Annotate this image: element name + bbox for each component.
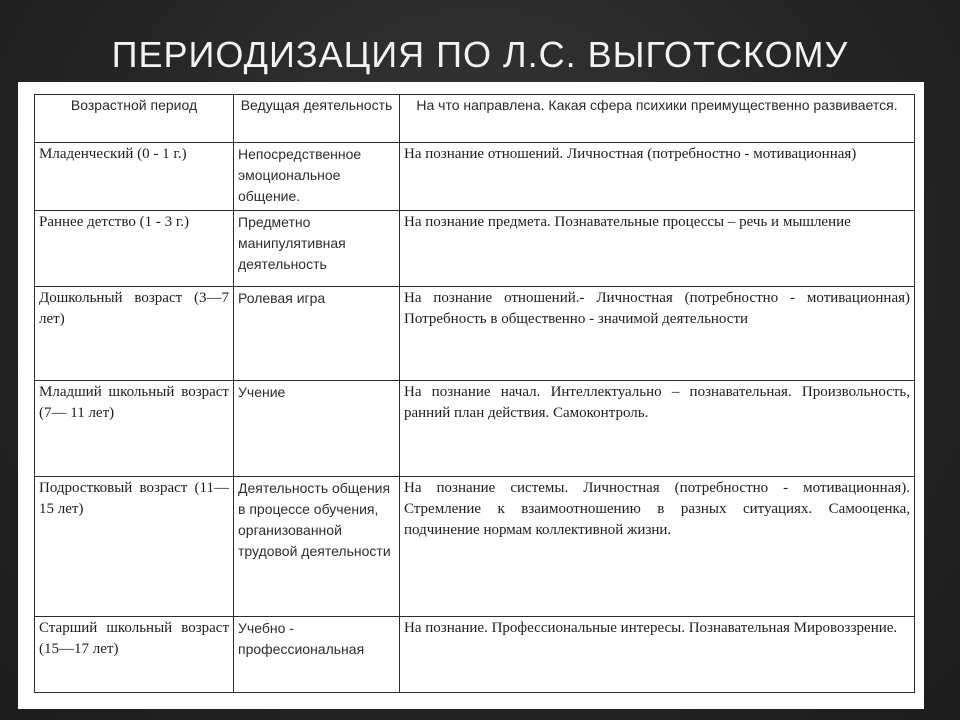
period-cell: Подростковый возраст (11—15 лет) — [35, 477, 234, 617]
header-age-period: Возрастной период — [35, 95, 234, 143]
table-row — [35, 381, 915, 477]
activity-cell: Ролевая игра — [234, 287, 400, 381]
activity-cell: Деятельность общения в процессе обучения, организованной трудовой деятельности — [234, 477, 400, 617]
focus-cell: На познание отношений.- Личностная (потребностно - мотивационная) Потребность в общественно - значимой деятельности — [400, 287, 915, 381]
table-row — [35, 477, 915, 617]
period-cell: Младенческий (0 - 1 г.) — [35, 143, 234, 211]
activity-cell: Предметно манипулятивная деятельность — [234, 211, 400, 287]
period-cell: Старший школьный возраст (15—17 лет) — [35, 617, 234, 693]
table-row — [35, 287, 915, 381]
activity-cell: Учебно - профессиональная — [234, 617, 400, 693]
period-cell: Дошкольный возраст (3—7 лет) — [35, 287, 234, 381]
focus-cell: На познание начал. Интеллектуально – познавательная. Произвольность, ранний план действия. Самоконтроль. — [400, 381, 915, 477]
header-direction: На что направлена. Какая сфера психики преимущественно развивается. — [400, 95, 915, 143]
table-header-row — [35, 95, 915, 143]
table-row — [35, 617, 915, 693]
activity-cell: Непосредственное эмоциональное общение. — [234, 143, 400, 211]
focus-cell: На познание системы. Личностная (потребностно - мотивационная). Стремление к взаимоотношению в разных ситуациях. Самооценка, подчинение нормам коллективной жизни. — [400, 477, 915, 617]
table-row — [35, 143, 915, 211]
focus-cell: На познание отношений. Личностная (потребностно - мотивационная) — [400, 143, 915, 211]
slide-title: ПЕРИОДИЗАЦИЯ ПО Л.С. ВЫГОТСКОМУ — [111, 34, 849, 75]
period-cell: Раннее детство (1 - 3 г.) — [35, 211, 234, 287]
table-sheet — [18, 82, 924, 709]
periodization-table — [34, 94, 915, 693]
header-leading-activity: Ведущая деятельность — [234, 95, 400, 143]
table-row — [35, 211, 915, 287]
period-cell: Младший школьный возраст (7— 11 лет) — [35, 381, 234, 477]
activity-cell: Учение — [234, 381, 400, 477]
focus-cell: На познание предмета. Познавательные процессы – речь и мышление — [400, 211, 915, 287]
focus-cell: На познание. Профессиональные интересы. Познавательная Мировоззрение. — [400, 617, 915, 693]
